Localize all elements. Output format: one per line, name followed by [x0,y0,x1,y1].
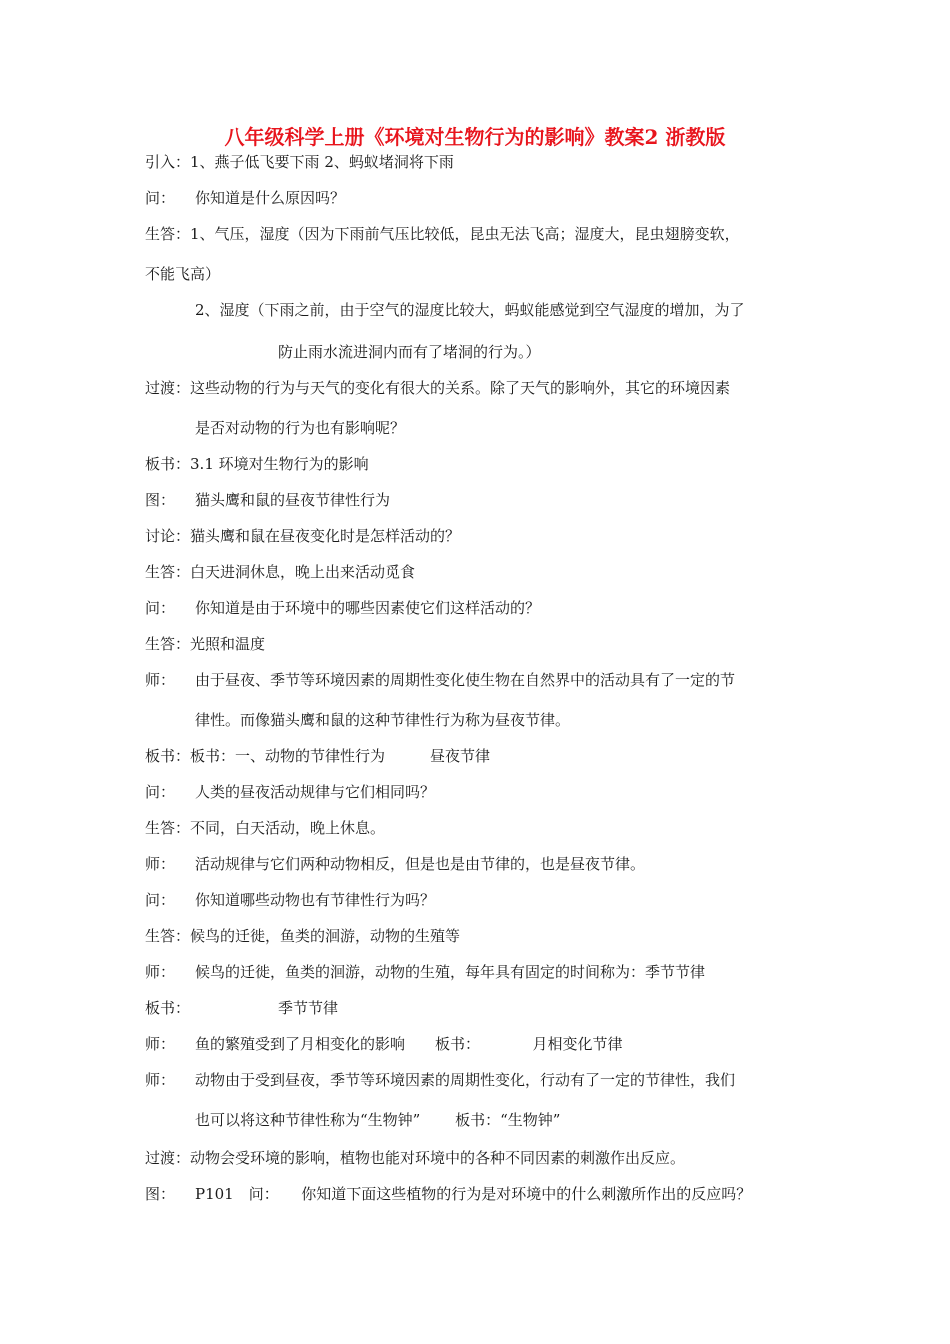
line-text: 你知道是什么原因吗？ [195,189,346,207]
text-line [145,1070,735,1090]
text-line [145,526,460,546]
line-text: 防止雨水流进洞内而有了堵洞的行为。） [278,343,541,361]
line-text: 你知道是由于环境中的哪些因素使它们这样活动的？ [195,599,541,617]
line-text: 3.1 环境对生物行为的影响 [190,455,369,473]
text-line [145,378,730,398]
text-line [195,418,405,438]
text-line [145,670,735,690]
line-text: 1、燕子低飞要下雨 2、蚂蚁堵洞将下雨 [190,153,454,171]
line-label: 生答： [145,819,191,837]
line-label: 生答： [145,225,191,243]
line-label: 生答： [145,927,191,945]
line-label: 图： [145,1185,176,1203]
text-line [145,962,705,982]
line-text: 也可以将这种节律性称为“生物钟” 板书：“生物钟” [195,1111,561,1129]
text-line [145,818,385,838]
line-text: 这些动物的行为与天气的变化有很大的关系。除了天气的影响外，其它的环境因素 [190,379,731,397]
text-line [145,1148,685,1168]
text-line [145,782,435,802]
line-text: 动物由于受到昼夜，季节等环境因素的周期性变化，行动有了一定的节律性，我们 [195,1071,736,1089]
line-label: 问： [145,189,176,207]
line-text: 候鸟的迁徙，鱼类的洄游，动物的生殖，每年具有固定的时间称为：季节节律 [195,963,706,981]
line-text: 动物会受环境的影响，植物也能对环境中的各种不同因素的刺激作出反应。 [190,1149,686,1167]
text-line [145,490,390,510]
line-label: 师： [145,963,176,981]
text-line [145,998,338,1018]
line-label: 师： [145,1071,176,1089]
text-line [145,562,415,582]
line-label: 板书： [145,747,191,765]
line-text: 活动规律与它们两种动物相反，但是也是由节律的，也是昼夜节律。 [195,855,646,873]
line-label: 板书： [145,455,191,473]
text-line [195,710,570,730]
line-label: 引入： [145,153,191,171]
line-text: 1、气压，湿度（因为下雨前气压比较低，昆虫无法飞高；湿度大，昆虫翅膀变软， [190,225,740,243]
line-label: 板书： [145,999,191,1017]
line-label: 图： [145,491,176,509]
line-text: 猫头鹰和鼠的昼夜节律性行为 [195,491,391,509]
text-line [145,634,265,654]
line-text: 人类的昼夜活动规律与它们相同吗？ [195,783,436,801]
text-line [145,264,220,284]
line-text: 板书：一、动物的节律性行为 昼夜节律 [190,747,491,765]
text-line [145,854,645,874]
text-line [145,152,454,172]
text-line [145,1184,751,1204]
line-text: 光照和温度 [190,635,266,653]
text-line [145,1034,623,1054]
line-text: 猫头鹰和鼠在昼夜变化时是怎样活动的？ [190,527,461,545]
text-line [145,224,740,244]
line-label: 问： [145,891,176,909]
line-label: 师： [145,671,176,689]
line-text: 是否对动物的行为也有影响呢？ [195,419,406,437]
line-text: 律性。而像猫头鹰和鼠的这种节律性行为称为昼夜节律。 [195,711,571,729]
line-text: 不能飞高） [145,265,221,283]
line-label: 师： [145,1035,176,1053]
line-text: 季节节律 [278,999,339,1017]
text-line [195,300,745,320]
line-label: 师： [145,855,176,873]
line-text: 白天进洞休息，晚上出来活动觅食 [190,563,416,581]
line-label: 生答： [145,563,191,581]
line-label: 过渡： [145,379,191,397]
text-line [145,454,369,474]
line-text: 鱼的繁殖受到了月相变化的影响 板书： 月相变化节律 [195,1035,623,1053]
line-label: 讨论： [145,527,191,545]
text-line [145,890,435,910]
text-line [145,188,345,208]
text-line [195,1110,560,1130]
text-line [145,746,490,766]
line-label: 生答： [145,635,191,653]
line-text: 候鸟的迁徙，鱼类的洄游，动物的生殖等 [190,927,461,945]
line-text: 你知道哪些动物也有节律性行为吗？ [195,891,436,909]
text-line [278,342,541,362]
line-text: 不同，白天活动，晚上休息。 [190,819,386,837]
text-line [145,926,460,946]
line-label: 问： [145,783,176,801]
text-line [145,598,540,618]
line-label: 问： [145,599,176,617]
page-title: 八年级科学上册《环境对生物行为的影响》教案2 浙教版 [224,125,726,149]
line-text: 由于昼夜、季节等环境因素的周期性变化使生物在自然界中的活动具有了一定的节 [195,671,736,689]
line-text: P101 问： 你知道下面这些植物的行为是对环境中的什么刺激所作出的反应吗？ [195,1185,752,1203]
line-label: 过渡： [145,1149,191,1167]
line-text: 2、湿度（下雨之前，由于空气的湿度比较大，蚂蚁能感觉到空气湿度的增加，为了 [195,301,745,319]
